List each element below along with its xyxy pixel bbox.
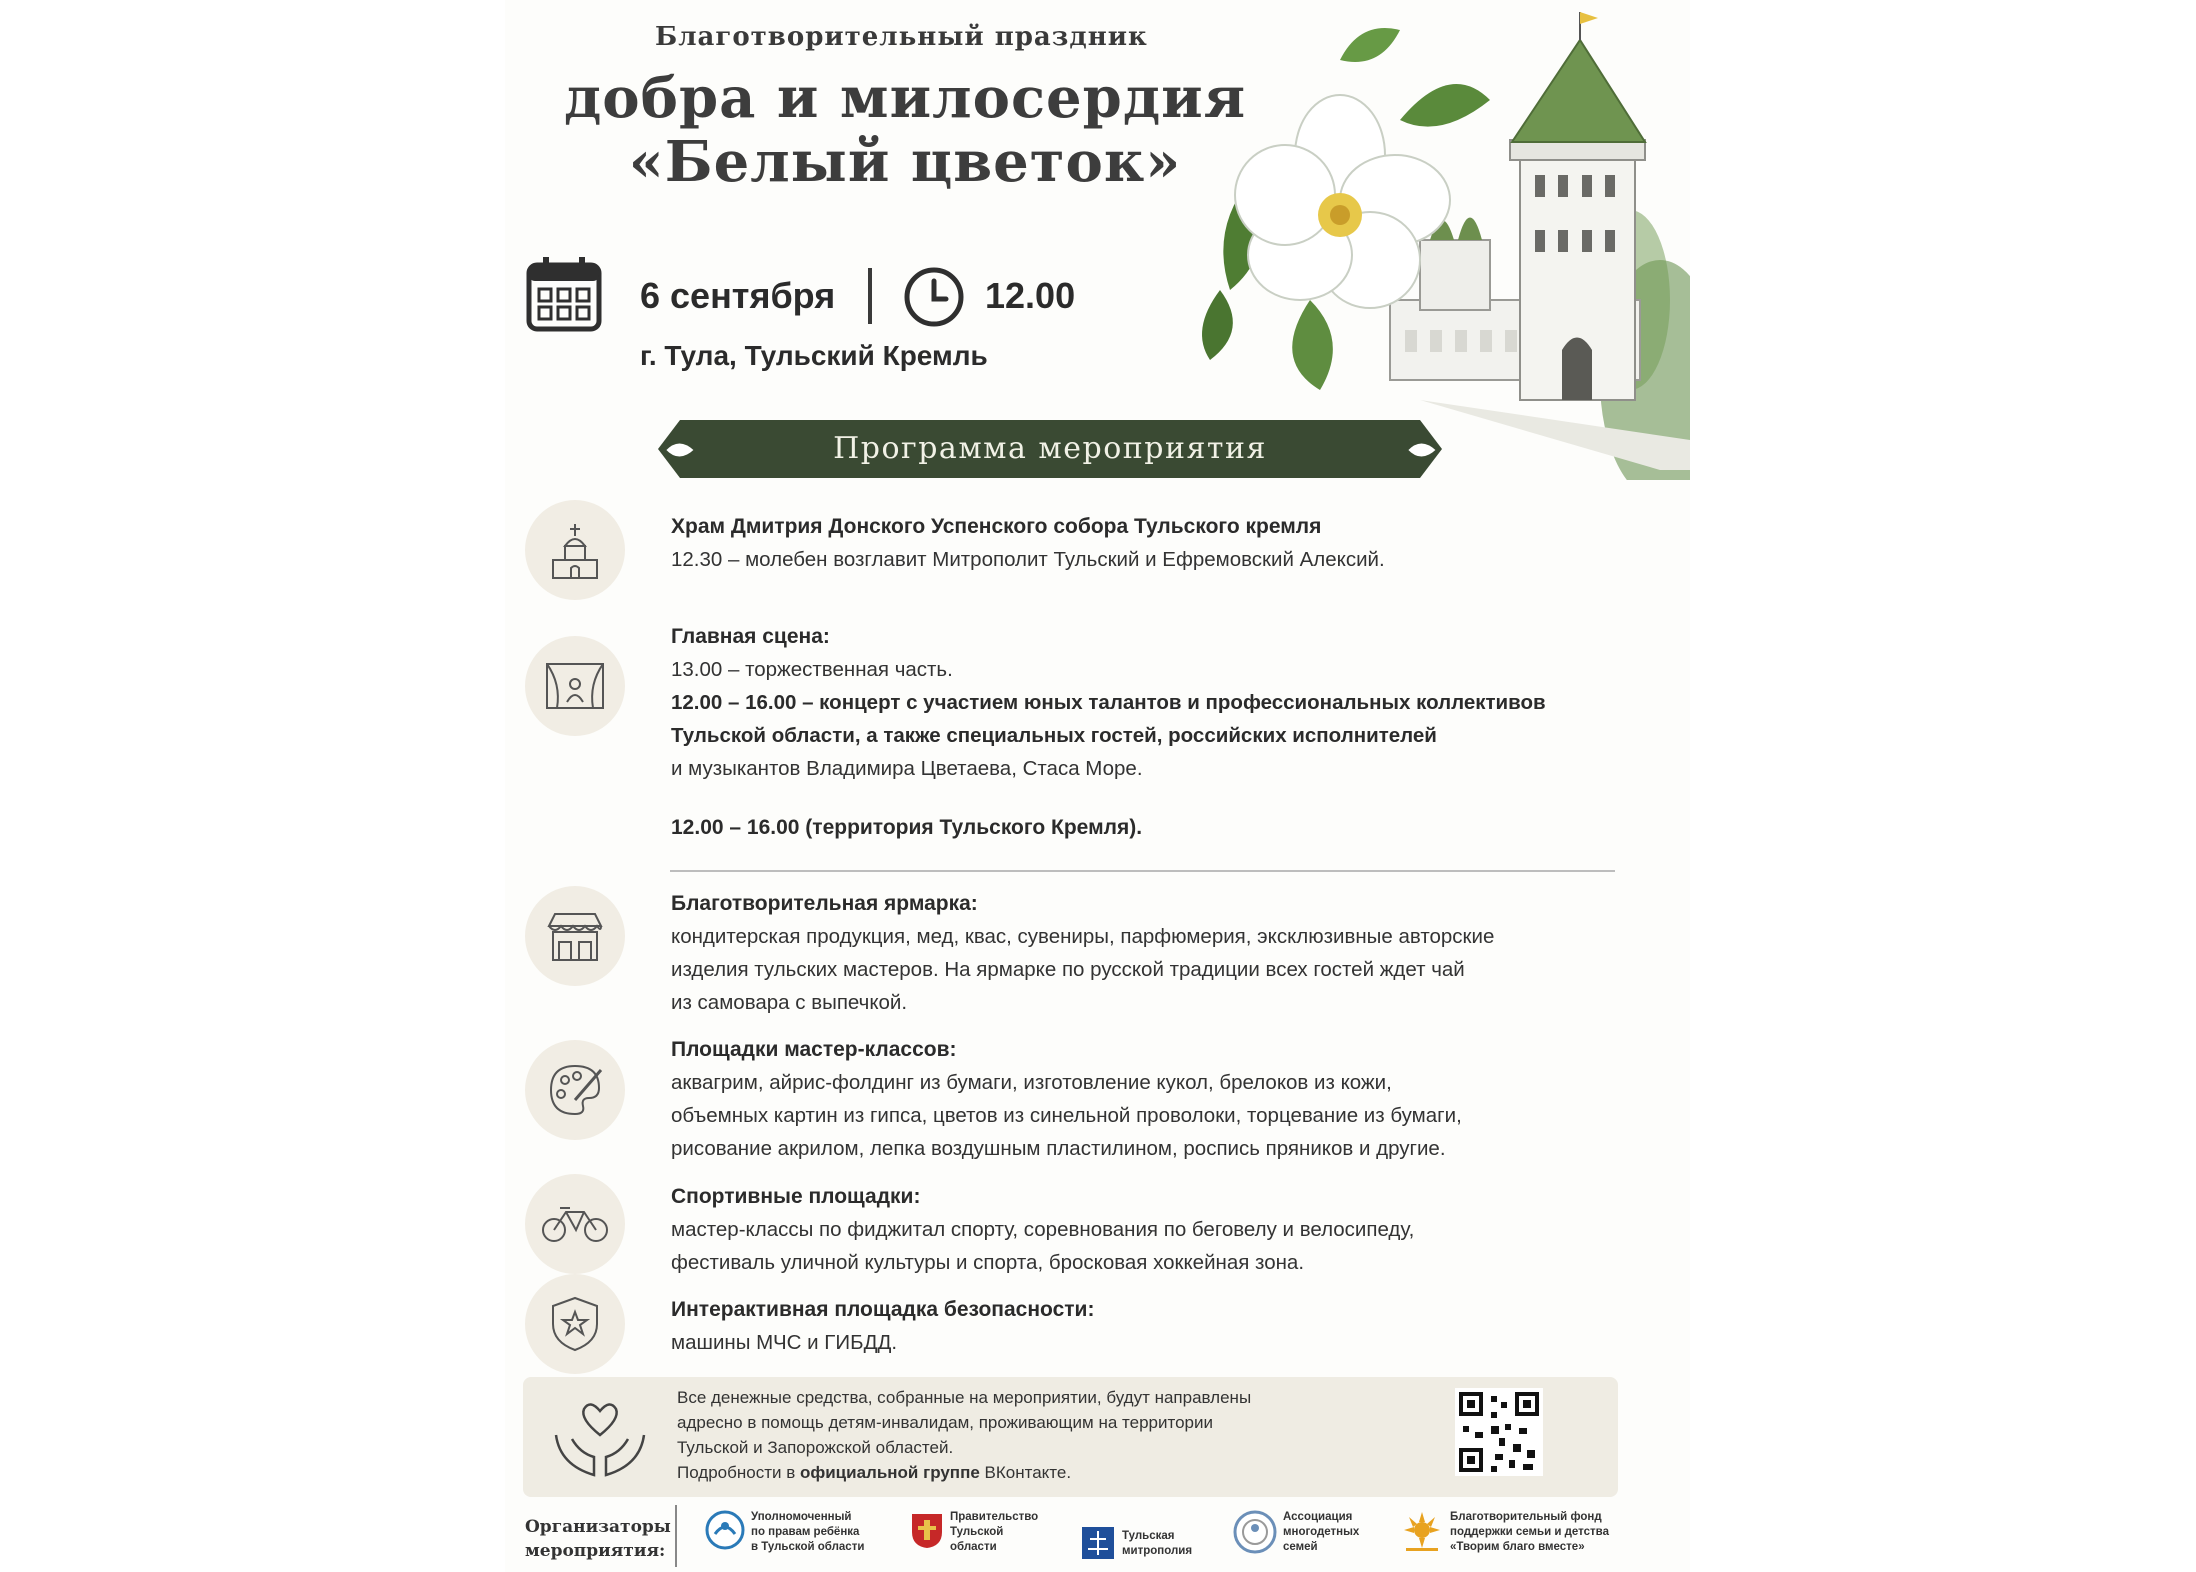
clock-icon bbox=[902, 265, 966, 329]
section-temple-line: 12.30 – молебен возглавит Митрополит Тульский и Ефремовский Алексий. bbox=[671, 548, 1385, 571]
organizer-line: «Творим благо вместе» bbox=[1450, 1541, 1585, 1553]
organizer-line: по правам ребёнка bbox=[751, 1526, 860, 1538]
organizer-line: Тульская bbox=[1122, 1530, 1175, 1542]
section-safety-line: машины МЧС и ГИБДД. bbox=[671, 1331, 898, 1354]
donation-text bbox=[677, 1385, 1251, 1485]
event-place: г. Тула, Тульский Кремль bbox=[640, 340, 988, 371]
church-icon bbox=[525, 500, 625, 600]
event-title bbox=[545, 66, 1265, 194]
section-temple-title: Храм Дмитрия Донского Успенского собора Тульского кремля bbox=[671, 515, 1322, 538]
qr-code[interactable] bbox=[1455, 1388, 1543, 1476]
donation-details-suffix: ВКонтакте. bbox=[979, 1463, 1072, 1482]
donation-details-prefix: Подробности в bbox=[677, 1463, 800, 1482]
section-stage-territory: 12.00 – 16.00 (территория Тульского Кремля). bbox=[671, 816, 1143, 839]
section-masterclasses-line: рисование акрилом, лепка воздушным пластилином, роспись пряников и другие. bbox=[671, 1137, 1446, 1160]
stage-icon bbox=[525, 636, 625, 736]
section-stage-line: 13.00 – торжественная часть. bbox=[671, 658, 953, 681]
section-sports-line: мастер-классы по фиджитал спорту, соревнования по беговелу и велосипеду, bbox=[671, 1218, 1415, 1241]
organizers-label-line: Организаторы bbox=[525, 1517, 671, 1537]
leaf-right-icon bbox=[1405, 435, 1439, 465]
section-masterclasses-line: аквагрим, айрис-фолдинг из бумаги, изготовление кукол, брелоков из кожи, bbox=[671, 1071, 1392, 1094]
event-time: 12.00 bbox=[985, 275, 1076, 316]
program-banner-title: Программа мероприятия bbox=[833, 431, 1267, 466]
section-sports-title: Спортивные площадки: bbox=[671, 1185, 921, 1208]
organizers-label bbox=[525, 1515, 671, 1563]
market-stall-icon bbox=[525, 886, 625, 986]
association-logo-icon bbox=[1233, 1510, 1277, 1554]
event-date: 6 сентября bbox=[640, 275, 836, 316]
leaf-left-icon bbox=[663, 435, 697, 465]
donation-line: Тульской и Запорожской областей. bbox=[677, 1438, 954, 1457]
section-temple bbox=[671, 510, 1385, 576]
organizer-line: поддержки семьи и детства bbox=[1450, 1526, 1609, 1538]
tula-coat-of-arms-icon bbox=[910, 1510, 944, 1550]
calendar-icon bbox=[525, 255, 605, 335]
section-sports bbox=[671, 1180, 1414, 1279]
section-fair-title: Благотворительная ярмарка: bbox=[671, 892, 978, 915]
organizer-line: Ассоциация bbox=[1283, 1511, 1353, 1523]
section-fair-line: изделия тульских мастеров. На ярмарке по русской традиции всех гостей ждет чай bbox=[671, 958, 1465, 981]
donation-details bbox=[677, 1460, 1251, 1485]
organizer-line: Благотворительный фонд bbox=[1450, 1511, 1602, 1523]
palette-icon bbox=[525, 1040, 625, 1140]
section-stage-title: Главная сцена: bbox=[671, 625, 830, 648]
event-title-line1: добра и милосердия bbox=[563, 65, 1247, 131]
section-stage-line: Тульской области, а также специальных гостей, российских исполнителей bbox=[671, 724, 1437, 747]
program-banner bbox=[680, 420, 1420, 478]
organizer-line: в Тульской области bbox=[751, 1541, 865, 1553]
organizer-item bbox=[1233, 1510, 1359, 1555]
organizer-line: области bbox=[950, 1541, 997, 1553]
shield-star-icon bbox=[525, 1274, 625, 1374]
poster bbox=[505, 0, 1690, 1572]
charity-fund-logo-icon bbox=[1400, 1510, 1444, 1554]
organizer-item bbox=[1080, 1525, 1192, 1561]
section-fair bbox=[671, 887, 1494, 1019]
section-fair-line: кондитерская продукция, мед, квас, сувениры, парфюмерия, эксклюзивные авторские bbox=[671, 925, 1495, 948]
section-masterclasses-title: Площадки мастер-классов: bbox=[671, 1038, 957, 1061]
kremlin-flower-illustration bbox=[1190, 0, 1690, 480]
organizer-item bbox=[910, 1510, 1038, 1555]
donation-line: адресно в помощь детям-инвалидам, проживающим на территории bbox=[677, 1413, 1213, 1432]
section-safety-title: Интерактивная площадка безопасности: bbox=[671, 1298, 1095, 1321]
section-safety bbox=[671, 1293, 1094, 1359]
section-masterclasses-line: объемных картин из гипса, цветов из синельной проволоки, торцевание из бумаги, bbox=[671, 1104, 1462, 1127]
section-stage-line: и музыкантов Владимира Цветаева, Стаса Море. bbox=[671, 757, 1143, 780]
official-group-link[interactable]: официальной группе bbox=[799, 1463, 980, 1482]
heart-hands-icon bbox=[550, 1395, 650, 1485]
organizers-label-line: мероприятия: bbox=[525, 1541, 666, 1561]
event-subtitle: Благотворительный праздник bbox=[655, 22, 1148, 52]
donation-line: Все денежные средства, собранные на мероприятии, будут направлены bbox=[677, 1388, 1252, 1407]
section-stage bbox=[671, 620, 1546, 844]
organizer-line: многодетных bbox=[1283, 1526, 1360, 1538]
ombudsman-logo-icon bbox=[705, 1510, 745, 1550]
organizer-line: семей bbox=[1283, 1541, 1318, 1553]
organizer-item bbox=[705, 1510, 864, 1555]
bicycle-icon bbox=[525, 1174, 625, 1274]
date-time-separator bbox=[868, 268, 872, 324]
section-divider bbox=[670, 870, 1615, 872]
section-masterclasses bbox=[671, 1033, 1462, 1165]
event-title-line2: «Белый цветок» bbox=[628, 129, 1182, 195]
section-sports-line: фестиваль уличной культуры и спорта, бросковая хоккейная зона. bbox=[671, 1251, 1305, 1274]
section-stage-line: 12.00 – 16.00 – концерт с участием юных талантов и профессиональных коллективов bbox=[671, 691, 1546, 714]
section-fair-line: из самовара с выпечкой. bbox=[671, 991, 908, 1014]
metropolis-logo-icon bbox=[1080, 1525, 1116, 1561]
organizer-line: Тульской bbox=[950, 1526, 1004, 1538]
organizers-separator bbox=[675, 1505, 677, 1567]
organizer-line: Уполномоченный bbox=[751, 1511, 852, 1523]
organizer-item bbox=[1400, 1510, 1609, 1555]
organizer-line: Правительство bbox=[950, 1511, 1039, 1523]
organizer-line: митрополия bbox=[1122, 1545, 1193, 1557]
